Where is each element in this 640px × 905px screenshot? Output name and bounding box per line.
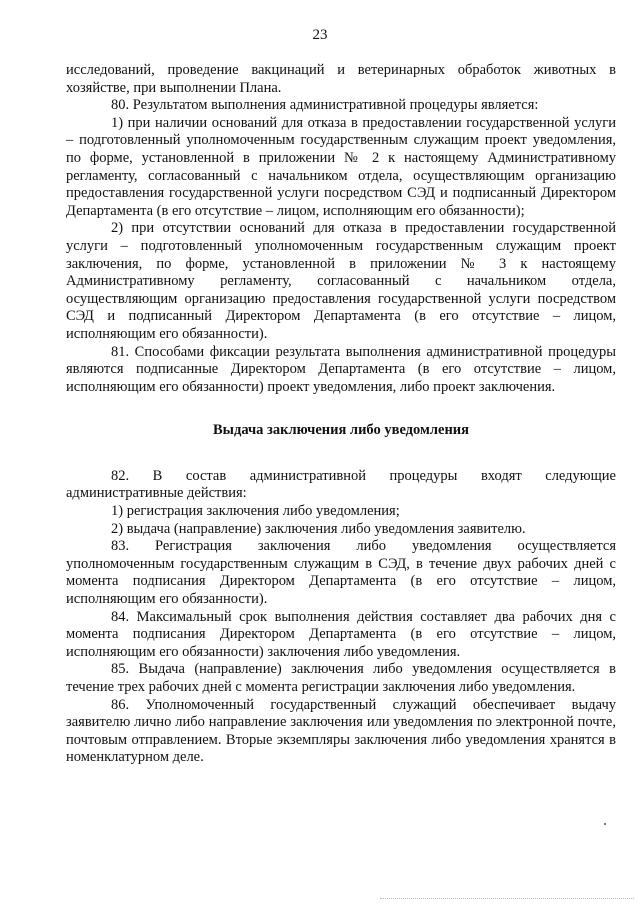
- scan-edge-line: [380, 898, 634, 899]
- scan-speck: [604, 823, 606, 825]
- page-number: 23: [312, 27, 328, 43]
- paragraph-85: 85. Выдача (направление) заключения либо уведомления осуществляется в течение трех рабочих дней с момента регистрации заключения либо уведомления.: [66, 661, 616, 695]
- paragraph-81: 81. Способами фиксации результата выполнения административной процедуры являются подписанные Директором Департамента (в его отсутствие – лицом, исполняющим его обязанности) проект уведомления, либо проект заключения.: [66, 343, 616, 395]
- list-item-2: 2) выдача (направление) заключения либо уведомления заявителю.: [111, 520, 526, 537]
- section-heading: Выдача заключения либо уведомления: [213, 422, 469, 439]
- paragraph-82: 82. В состав административной процедуры входят следующие административные действия:: [66, 467, 616, 502]
- list-item-1: 1) регистрация заключения либо уведомления;: [111, 503, 400, 520]
- document-body: [66, 62, 616, 767]
- paragraph-83: 83. Регистрация заключения либо уведомления осуществляется уполномоченным государственным служащим в СЭД, в течение двух рабочих дней с момента подписания Директором Департамента (в его отсутствие – лицом, исполняющим его обязанности).: [66, 538, 616, 608]
- list-item-1: 1) при наличии оснований для отказа в предоставлении государственной услуги – подготовленный уполномоченным государственным служащим проект уведомления, по форме, установленной в приложении № 2 к настоящему Административному регламенту, согласованный с начальником отдела, осуществляющим организацию предоставления государственной услуги посредством СЭД и подписанный Директором Департамента (в его отсутствие – лицом, исполняющим его обязанности);: [66, 114, 616, 219]
- paragraph-84: 84. Максимальный срок выполнения действия составляет два рабочих дня с момента подписания Директором Департамента (в его отсутствие – лицом, исполняющим его обязанности) заключения либо уведомления.: [66, 608, 616, 660]
- paragraph: исследований, проведение вакцинаций и ветеринарных обработок животных в хозяйстве, при выполнении Плана.: [66, 62, 616, 96]
- paragraph-80: 80. Результатом выполнения административной процедуры является:: [111, 97, 539, 114]
- paragraph-86: 86. Уполномоченный государственный служащий обеспечивает выдачу заявителю лично либо направление заключения или уведомления по электронной почте, почтовым отправлением. Вторые экземпляры заключения либо уведомления хранятся в номенклатурном деле.: [66, 696, 616, 766]
- list-item-2: 2) при отсутствии оснований для отказа в предоставлении государственной услуги – подготовленный уполномоченным государственным служащим проект заключения, по форме, установленной в приложении № 3 к настоящему Административному регламенту, согласованный с начальником отдела, осуществляющим организацию предоставления государственной услуги посредством СЭД и подписанный Директором Департамента (в его отсутствие – лицом, исполняющим его обязанности).: [66, 220, 616, 342]
